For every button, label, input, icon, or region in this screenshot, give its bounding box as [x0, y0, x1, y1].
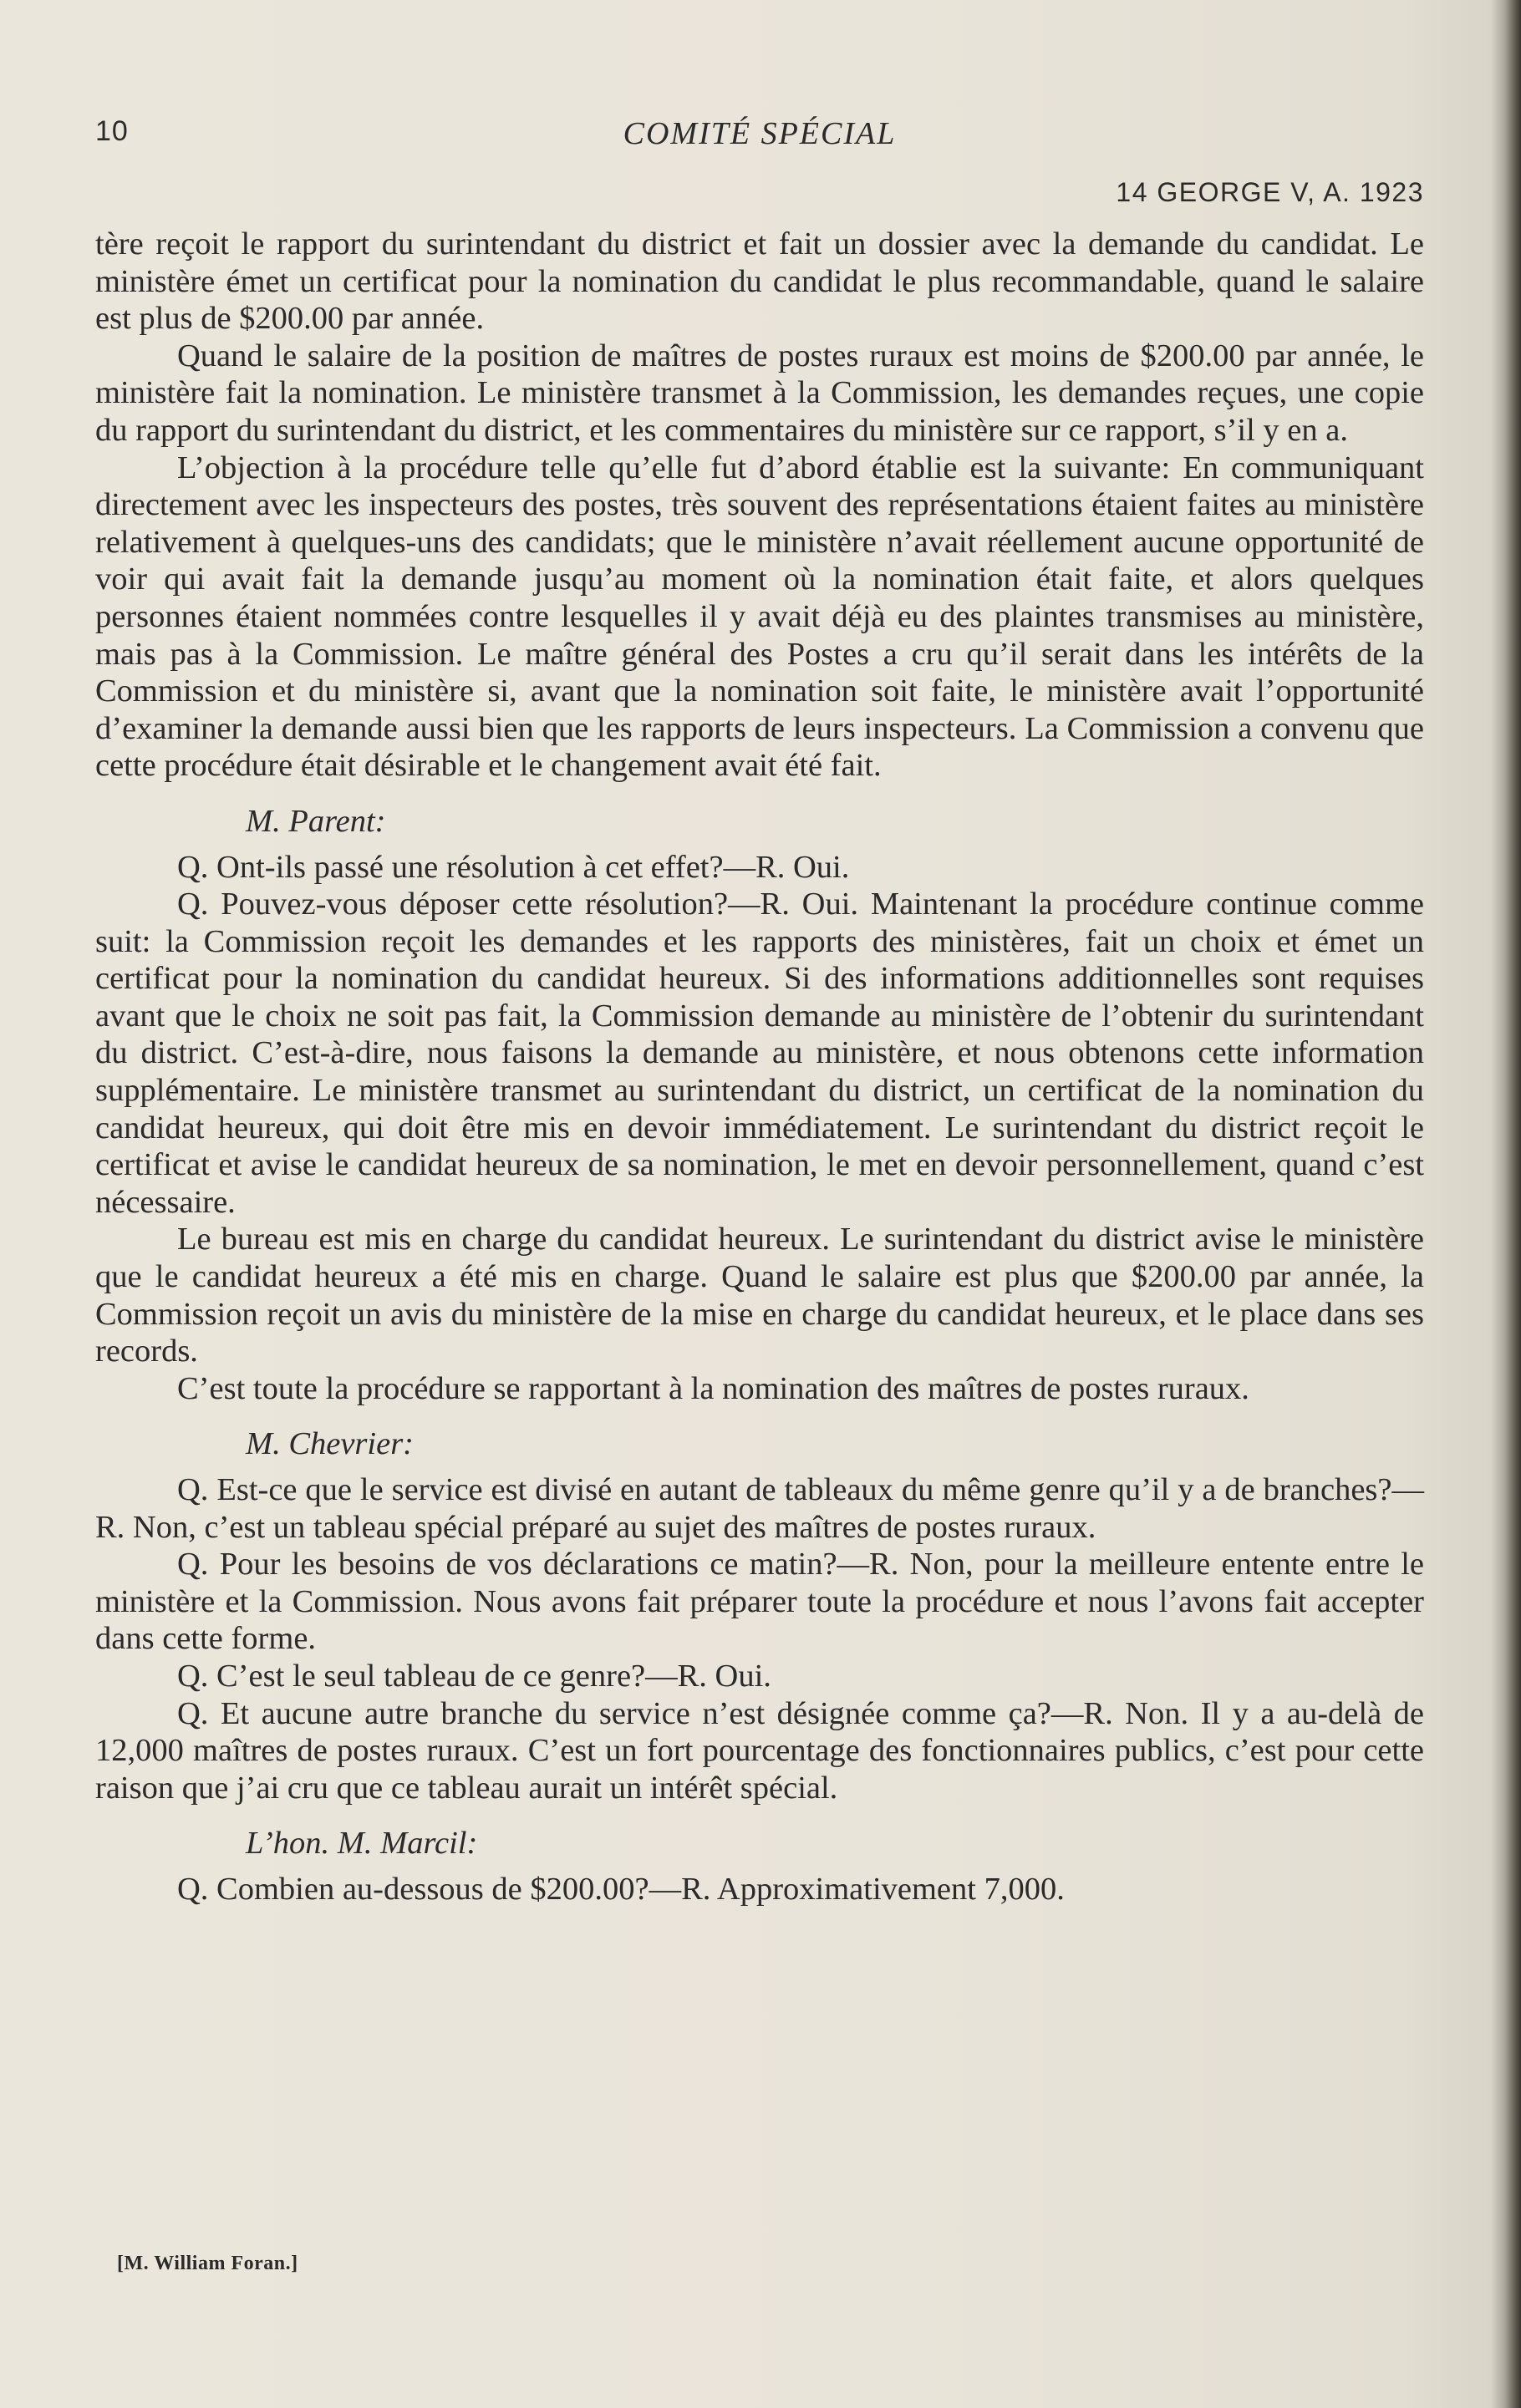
question-answer: Q. C’est le seul tableau de ce genre?—R. Oui.	[177, 1658, 771, 1694]
paragraph: Le bureau est mis en charge du candidat heureux. Le surintendant du district avise le ministère que le candidat heureux a été mis en charge. Quand le salaire est plus que $200.00 par année, la Commission reçoit un avis du ministère de la mise en charge du candidat heureux, et le place dans ses records.	[95, 1222, 1424, 1369]
paragraph: Quand le salaire de la position de maîtres de postes ruraux est moins de $200.00 par année, le ministère fait la nomination. Le ministère transmet à la Commission, les demandes reçues, une copie du rapport du surintendant du district, et les commentaires du ministère sur ce rapport, s’il y en a.	[95, 338, 1424, 448]
witness-note: [M. William Foran.]	[117, 2253, 298, 2274]
page-header	[95, 115, 1424, 165]
page-number: 10	[95, 115, 129, 147]
paragraph: L’objection à la procédure telle qu’elle fut d’abord établie est la suivante: En communiquant directement avec les inspecteurs des postes, très souvent des représentations étaient faites au ministère relativement à quelques-uns des candidats; que le ministère n’avait réellement aucune opportunité de voir qui avait fait la demande jusqu’au moment où la nomination était faite, et alors quelques personnes étaient nommées contre lesquelles il y avait déjà eu des plaintes transmises au ministère, mais pas à la Commission. Le maître général des Postes a cru qu’il serait dans les intérêts de la Commission et du ministère si, avant que la nomination soit faite, le ministère avait l’opportunité d’examiner la demande aussi bien que les rapports de leurs inspecteurs. La Commission a convenu que cette procédure était désirable et le changement avait été fait.	[95, 450, 1424, 784]
question-answer: Q. Ont-ils passé une résolution à cet effet?—R. Oui.	[177, 849, 850, 885]
question-answer: Q. Combien au-dessous de $200.00?—R. Approximativement 7,000.	[177, 1871, 1065, 1907]
body-text	[95, 226, 1424, 1908]
question-answer: Q. Est-ce que le service est divisé en autant de tableaux du même genre qu’il y a de branches?—R. Non, c’est un tableau spécial préparé au sujet des maîtres de postes ruraux.	[95, 1472, 1424, 1545]
question-answer: Q. Et aucune autre branche du service n’est désignée comme ça?—R. Non. Il y a au-delà de 12,000 maîtres de postes ruraux. C’est un fort pourcentage des fonctionnaires publics, c’est pour cette raison que j’ai cru que ce tableau aurait un intérêt spécial.	[95, 1695, 1424, 1806]
speaker-label: L’hon. M. Marcil:	[246, 1826, 478, 1862]
session-reference: 14 GEORGE V, A. 1923	[1116, 177, 1424, 207]
question-answer: Q. Pouvez-vous déposer cette résolution?—R. Oui. Maintenant la procédure continue comme suit: la Commission reçoit les demandes et les rapports des ministères, fait un choix et émet un certificat pour la nomination du candidat heureux. Si des informations additionnelles sont requises avant que le choix ne soit pas fait, la Commission demande au ministère de l’obtenir du surintendant du district. C’est-à-dire, nous faisons la demande au ministère, et nous obtenons cette information supplémentaire. Le ministère transmet au surintendant du district, un certificat de la nomination du candidat heureux, qui doit être mis en devoir immédiatement. Le surintendant du district reçoit le certificat et avise le candidat heureux de sa nomination, le met en devoir personnellement, quand c’est nécessaire.	[95, 886, 1424, 1220]
paragraph: C’est toute la procédure se rapportant à la nomination des maîtres de postes ruraux.	[177, 1370, 1249, 1406]
question-answer: Q. Pour les besoins de vos déclarations ce matin?—R. Non, pour la meilleure entente entre le ministère et la Commission. Nous avons fait préparer toute la procédure et nous l’avons fait accepter dans cette forme.	[95, 1547, 1424, 1657]
speaker-label: M. Chevrier:	[246, 1426, 414, 1462]
running-title: COMITÉ SPÉCIAL	[623, 116, 897, 151]
speaker-label: M. Parent:	[246, 803, 386, 839]
paragraph: tère reçoit le rapport du surintendant du district et fait un dossier avec la demande du candidat. Le ministère émet un certificat pour la nomination du candidat le plus recommandable, quand le salaire est plus de $200.00 par année.	[95, 226, 1424, 337]
page-binding-edge	[1491, 0, 1521, 2408]
